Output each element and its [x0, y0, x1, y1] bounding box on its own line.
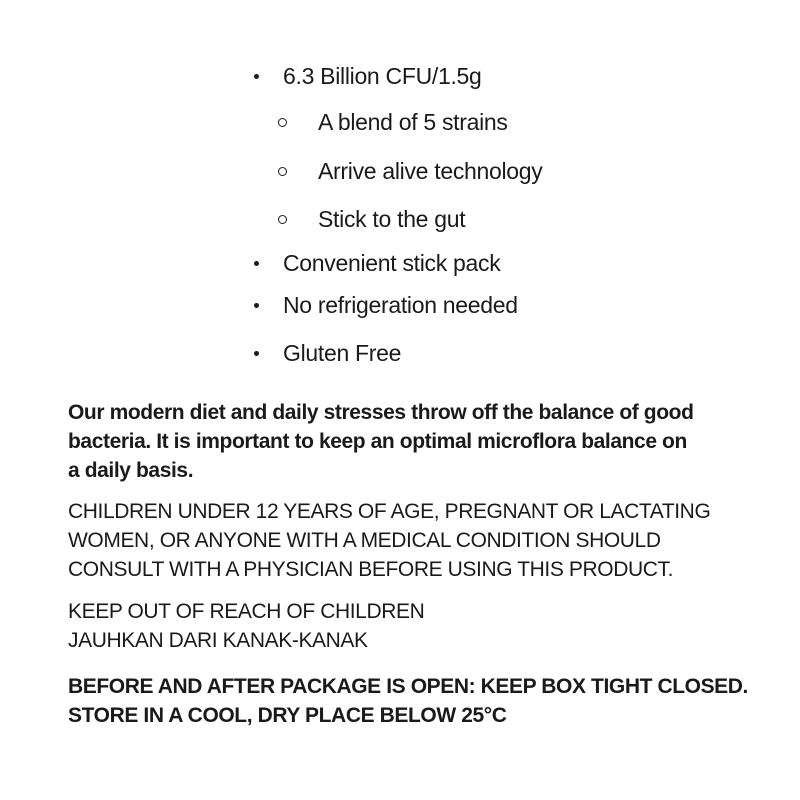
bullet-dot-icon: [254, 74, 259, 79]
list-item-text: 6.3 Billion CFU/1.5g: [283, 63, 482, 89]
intro-line: a daily basis.: [68, 459, 194, 482]
intro-paragraph: [68, 398, 768, 485]
bullet-dot-icon: [254, 303, 259, 308]
bullet-circle-icon: [278, 167, 287, 176]
list-item-text: Gluten Free: [283, 340, 402, 366]
warning-line: CHILDREN UNDER 12 YEARS OF AGE, PREGNANT OR LACTATING: [68, 500, 711, 523]
list-item-text: No refrigeration needed: [283, 292, 518, 318]
list-item-text: A blend of 5 strains: [318, 109, 508, 135]
bullet-dot-icon: [254, 351, 259, 356]
bullet-dot-icon: [254, 261, 259, 266]
list-item-text: Arrive alive technology: [318, 158, 543, 184]
bullet-circle-icon: [278, 118, 287, 127]
intro-line: Our modern diet and daily stresses throw off the balance of good: [68, 401, 694, 424]
warning-paragraph: [68, 497, 768, 584]
keep-out-paragraph: [68, 597, 768, 655]
list-item-text: Stick to the gut: [318, 206, 466, 232]
keep-out-line: KEEP OUT OF REACH OF CHILDREN: [68, 600, 425, 623]
bullet-circle-icon: [278, 215, 287, 224]
warning-line: WOMEN, OR ANYONE WITH A MEDICAL CONDITION SHOULD: [68, 529, 661, 552]
storage-line: BEFORE AND AFTER PACKAGE IS OPEN: KEEP BOX TIGHT CLOSED.: [68, 675, 748, 698]
keep-out-line: JAUHKAN DARI KANAK-KANAK: [68, 629, 368, 652]
list-item-text: Convenient stick pack: [283, 250, 501, 276]
storage-line: STORE IN A COOL, DRY PLACE BELOW 25°C: [68, 704, 507, 727]
storage-paragraph: [68, 672, 768, 730]
intro-line: bacteria. It is important to keep an optimal microflora balance on: [68, 430, 687, 453]
warning-line: CONSULT WITH A PHYSICIAN BEFORE USING THIS PRODUCT.: [68, 558, 674, 581]
